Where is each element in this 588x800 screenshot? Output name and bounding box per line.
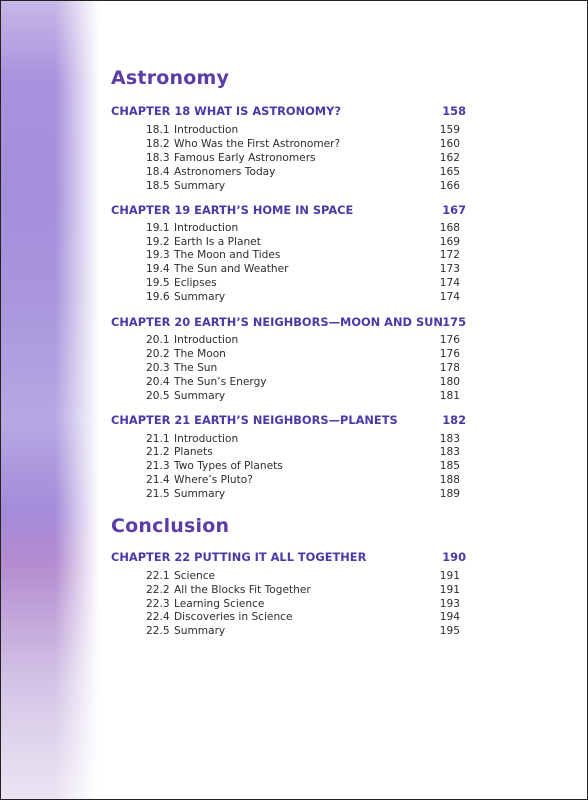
toc-entry[interactable] — [146, 433, 460, 447]
chapter-21-heading[interactable] — [111, 413, 466, 429]
toc-entry[interactable] — [146, 263, 460, 277]
chapter-label: CHAPTER 19 EARTH’S HOME IN SPACE — [111, 203, 354, 217]
chapter-label: CHAPTER 21 EARTH’S NEIGHBORS—PLANETS — [111, 413, 398, 427]
toc-entry[interactable] — [146, 625, 460, 639]
entry-number: 21.4 — [146, 474, 170, 486]
entry-number: 20.1 — [146, 334, 170, 346]
toc-entry[interactable] — [146, 166, 460, 180]
toc-entry[interactable] — [146, 584, 460, 598]
entry-page: 165 — [439, 166, 460, 178]
entry-page: 178 — [439, 362, 460, 374]
entry-number: 18.1 — [146, 124, 170, 136]
entry-title: Two Types of Planets — [174, 460, 283, 472]
entry-page: 188 — [439, 474, 460, 486]
entry-number: 18.4 — [146, 166, 170, 178]
entry-title: Who Was the First Astronomer? — [174, 138, 341, 150]
entry-number: 22.2 — [146, 584, 170, 596]
toc-entry[interactable] — [146, 570, 460, 584]
entry-number: 20.5 — [146, 390, 170, 402]
entry-number: 19.6 — [146, 291, 170, 303]
toc-entry[interactable] — [146, 611, 460, 625]
entry-page: 189 — [439, 488, 460, 500]
entry-title: Famous Early Astronomers — [174, 152, 316, 164]
entry-page: 194 — [439, 611, 460, 623]
entry-number: 18.3 — [146, 152, 170, 164]
entry-number: 18.5 — [146, 180, 170, 192]
section-title-conclusion: Conclusion — [111, 515, 230, 537]
entry-page: 174 — [439, 291, 460, 303]
entry-page: 183 — [439, 433, 460, 445]
chapter-page: 158 — [442, 104, 466, 118]
entry-number: 22.3 — [146, 598, 170, 610]
entry-number: 21.5 — [146, 488, 170, 500]
entry-number: 19.3 — [146, 249, 170, 261]
entry-number: 21.2 — [146, 446, 170, 458]
entry-title: The Sun and Weather — [174, 263, 289, 275]
toc-entry[interactable] — [146, 138, 460, 152]
entry-title: Summary — [174, 625, 226, 637]
entry-number: 19.1 — [146, 222, 170, 234]
entry-page: 162 — [439, 152, 460, 164]
entry-title: The Sun’s Energy — [174, 376, 267, 388]
section-title-astronomy: Astronomy — [111, 67, 230, 89]
entry-page: 180 — [439, 376, 460, 388]
chapter-page: 182 — [442, 413, 466, 427]
entry-title: Astronomers Today — [174, 166, 276, 178]
entry-title: Discoveries in Science — [174, 611, 293, 623]
chapter-19-heading[interactable] — [111, 203, 466, 219]
entry-page: 168 — [439, 222, 460, 234]
entry-number: 19.2 — [146, 236, 170, 248]
toc-entry[interactable] — [146, 152, 460, 166]
entry-page: 169 — [439, 236, 460, 248]
entry-title: The Moon — [174, 348, 226, 360]
entry-page: 191 — [439, 584, 460, 596]
entry-page: 195 — [439, 625, 460, 637]
entry-number: 19.5 — [146, 277, 170, 289]
toc-entry[interactable] — [146, 598, 460, 612]
entry-title: Earth Is a Planet — [174, 236, 261, 248]
toc-entry[interactable] — [146, 474, 460, 488]
entry-page: 159 — [439, 124, 460, 136]
entry-title: The Sun — [174, 362, 218, 374]
toc-entry[interactable] — [146, 348, 460, 362]
entry-title: Learning Science — [174, 598, 265, 610]
entry-title: Introduction — [174, 124, 239, 136]
toc-entry[interactable] — [146, 249, 460, 263]
entry-number: 21.3 — [146, 460, 170, 472]
toc-entry[interactable] — [146, 222, 460, 236]
entry-page: 185 — [439, 460, 460, 472]
entry-title: Summary — [174, 488, 226, 500]
toc-entry[interactable] — [146, 236, 460, 250]
entry-page: 183 — [439, 446, 460, 458]
toc-entry[interactable] — [146, 446, 460, 460]
entry-number: 20.4 — [146, 376, 170, 388]
toc-entry[interactable] — [146, 488, 460, 502]
toc-entry[interactable] — [146, 362, 460, 376]
chapter-label: CHAPTER 22 PUTTING IT ALL TOGETHER — [111, 550, 367, 564]
entry-number: 21.1 — [146, 433, 170, 445]
entry-number: 20.2 — [146, 348, 170, 360]
chapter-18-heading[interactable] — [111, 104, 466, 120]
entry-page: 191 — [439, 570, 460, 582]
entry-page: 166 — [439, 180, 460, 192]
toc-entry[interactable] — [146, 124, 460, 138]
entry-title: Introduction — [174, 222, 239, 234]
toc-content — [1, 1, 588, 800]
entry-title: Eclipses — [174, 277, 217, 289]
entry-page: 176 — [439, 348, 460, 360]
toc-entry[interactable] — [146, 277, 460, 291]
entry-title: Introduction — [174, 334, 239, 346]
entry-title: Where’s Pluto? — [174, 474, 253, 486]
entry-number: 22.1 — [146, 570, 170, 582]
entry-number: 19.4 — [146, 263, 170, 275]
chapter-20-heading[interactable] — [111, 315, 466, 331]
entry-number: 18.2 — [146, 138, 170, 150]
toc-entry[interactable] — [146, 180, 460, 194]
entry-number: 22.4 — [146, 611, 170, 623]
entry-page: 173 — [439, 263, 460, 275]
entry-page: 172 — [439, 249, 460, 261]
chapter-page: 175 — [442, 315, 466, 329]
chapter-page: 190 — [442, 550, 466, 564]
entry-page: 174 — [439, 277, 460, 289]
entry-number: 22.5 — [146, 625, 170, 637]
entry-title: Summary — [174, 180, 226, 192]
entry-page: 181 — [439, 390, 460, 402]
entry-number: 20.3 — [146, 362, 170, 374]
chapter-label: CHAPTER 20 EARTH’S NEIGHBORS—MOON AND SUN — [111, 315, 443, 329]
entry-page: 193 — [439, 598, 460, 610]
entry-page: 176 — [439, 334, 460, 346]
toc-entry[interactable] — [146, 376, 460, 390]
toc-entry[interactable] — [146, 460, 460, 474]
toc-entry[interactable] — [146, 334, 460, 348]
toc-entry[interactable] — [146, 291, 460, 305]
chapter-page: 167 — [442, 203, 466, 217]
toc-entry[interactable] — [146, 390, 460, 404]
entry-title: Summary — [174, 390, 226, 402]
entry-title: All the Blocks Fit Together — [174, 584, 311, 596]
entry-title: Summary — [174, 291, 226, 303]
entry-title: Introduction — [174, 433, 239, 445]
entry-title: Science — [174, 570, 216, 582]
entry-title: Planets — [174, 446, 213, 458]
entry-title: The Moon and Tides — [174, 249, 281, 261]
entry-page: 160 — [439, 138, 460, 150]
chapter-22-heading[interactable] — [111, 550, 466, 566]
chapter-label: CHAPTER 18 WHAT IS ASTRONOMY? — [111, 104, 341, 118]
